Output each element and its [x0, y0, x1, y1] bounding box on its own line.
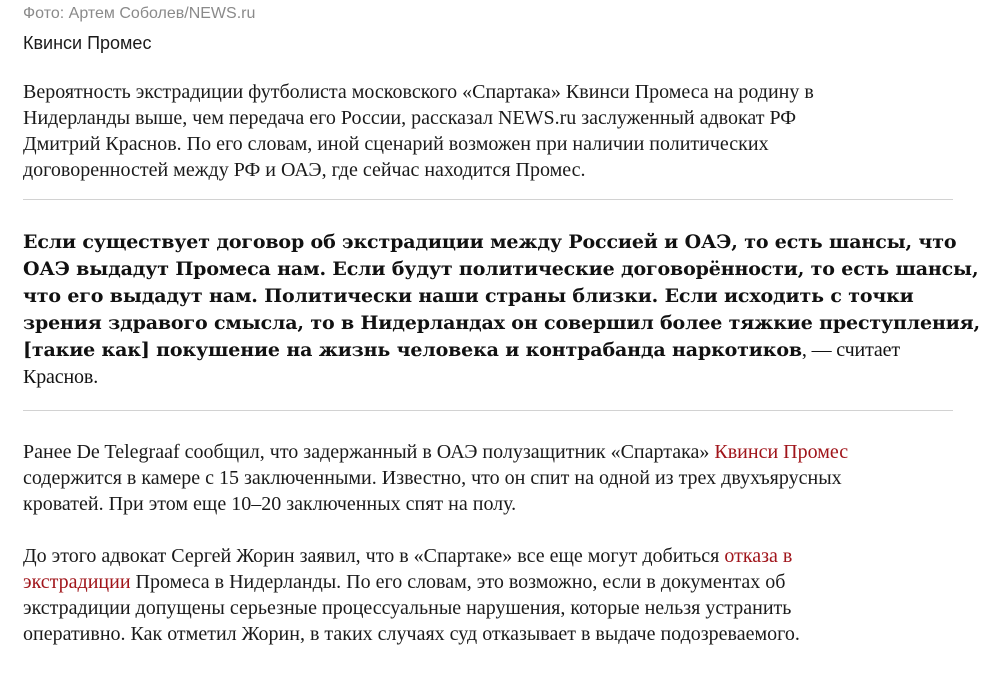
quote-attribution-name: Краснов.: [23, 366, 99, 388]
quote-block: [23, 229, 981, 391]
quote-bottom-divider: [23, 410, 953, 411]
paragraph-line: экстрадиции допущены серьезные процессуальные нарушения, которые нельзя устранить: [23, 597, 792, 619]
paragraph-line: оперативно. Как отметил Жорин, в таких случаях суд отказывает в выдаче подозреваемого.: [23, 623, 800, 645]
photo-caption: Квинси Промес: [23, 33, 152, 53]
paragraph-line: содержится в камере с 15 заключенными. Известно, что он спит на одной из трех двухъярусных: [23, 467, 842, 489]
article-body: [23, 0, 981, 647]
paragraph-line: Вероятность экстрадиции футболиста московского «Спартака» Квинси Промеса на родину в: [23, 81, 814, 103]
quote-line: Если существует договор об экстрадиции между Россией и ОАЭ, то есть шансы, что: [23, 231, 957, 253]
paragraph-text: Промеса в Нидерланды. По его словам, это возможно, если в документах об: [130, 571, 786, 593]
link-quincy-promes[interactable]: Квинси Промес: [714, 441, 849, 463]
link-extradition-refusal[interactable]: отказа в: [724, 545, 793, 567]
quote-top-divider: [23, 199, 953, 200]
quote-line: ОАЭ выдадут Промеса нам. Если будут политические договорённости, то есть шансы,: [23, 258, 979, 280]
link-extradition-refusal-cont[interactable]: экстрадиции: [23, 571, 131, 593]
photo-credit: Фото: Артем Соболев/NEWS.ru: [23, 5, 256, 22]
paragraph-line: кроватей. При этом еще 10–20 заключенных спят на полу.: [23, 493, 517, 515]
paragraph-line: Нидерланды выше, чем передача его России, рассказал NEWS.ru заслуженный адвокат РФ: [23, 107, 797, 129]
bottom-fade-overlay: [0, 662, 990, 684]
paragraph-zhorin: [23, 543, 953, 647]
paragraph-text: Ранее De Telegraaf сообщил, что задержанный в ОАЭ полузащитник «Спартака»: [23, 441, 715, 463]
paragraph-line: договоренностей между РФ и ОАЭ, где сейчас находится Промес.: [23, 159, 586, 181]
paragraph-telegraaf: [23, 439, 953, 517]
quote-line: [такие как] покушение на жизнь человека и контрабанда наркотиков: [23, 339, 802, 361]
quote-line: зрения здравого смысла, то в Нидерландах он совершил более тяжкие преступления,: [23, 312, 981, 334]
paragraph-extradition-probability: [23, 79, 953, 183]
quote-line: что его выдадут нам. Политически наши страны близки. Если исходить с точки: [23, 285, 914, 307]
quote-attribution: , — считает: [801, 339, 900, 361]
paragraph-line: Дмитрий Краснов. По его словам, иной сценарий возможен при наличии политических: [23, 133, 769, 155]
paragraph-text: До этого адвокат Сергей Жорин заявил, что в «Спартаке» все еще могут добиться: [23, 545, 725, 567]
